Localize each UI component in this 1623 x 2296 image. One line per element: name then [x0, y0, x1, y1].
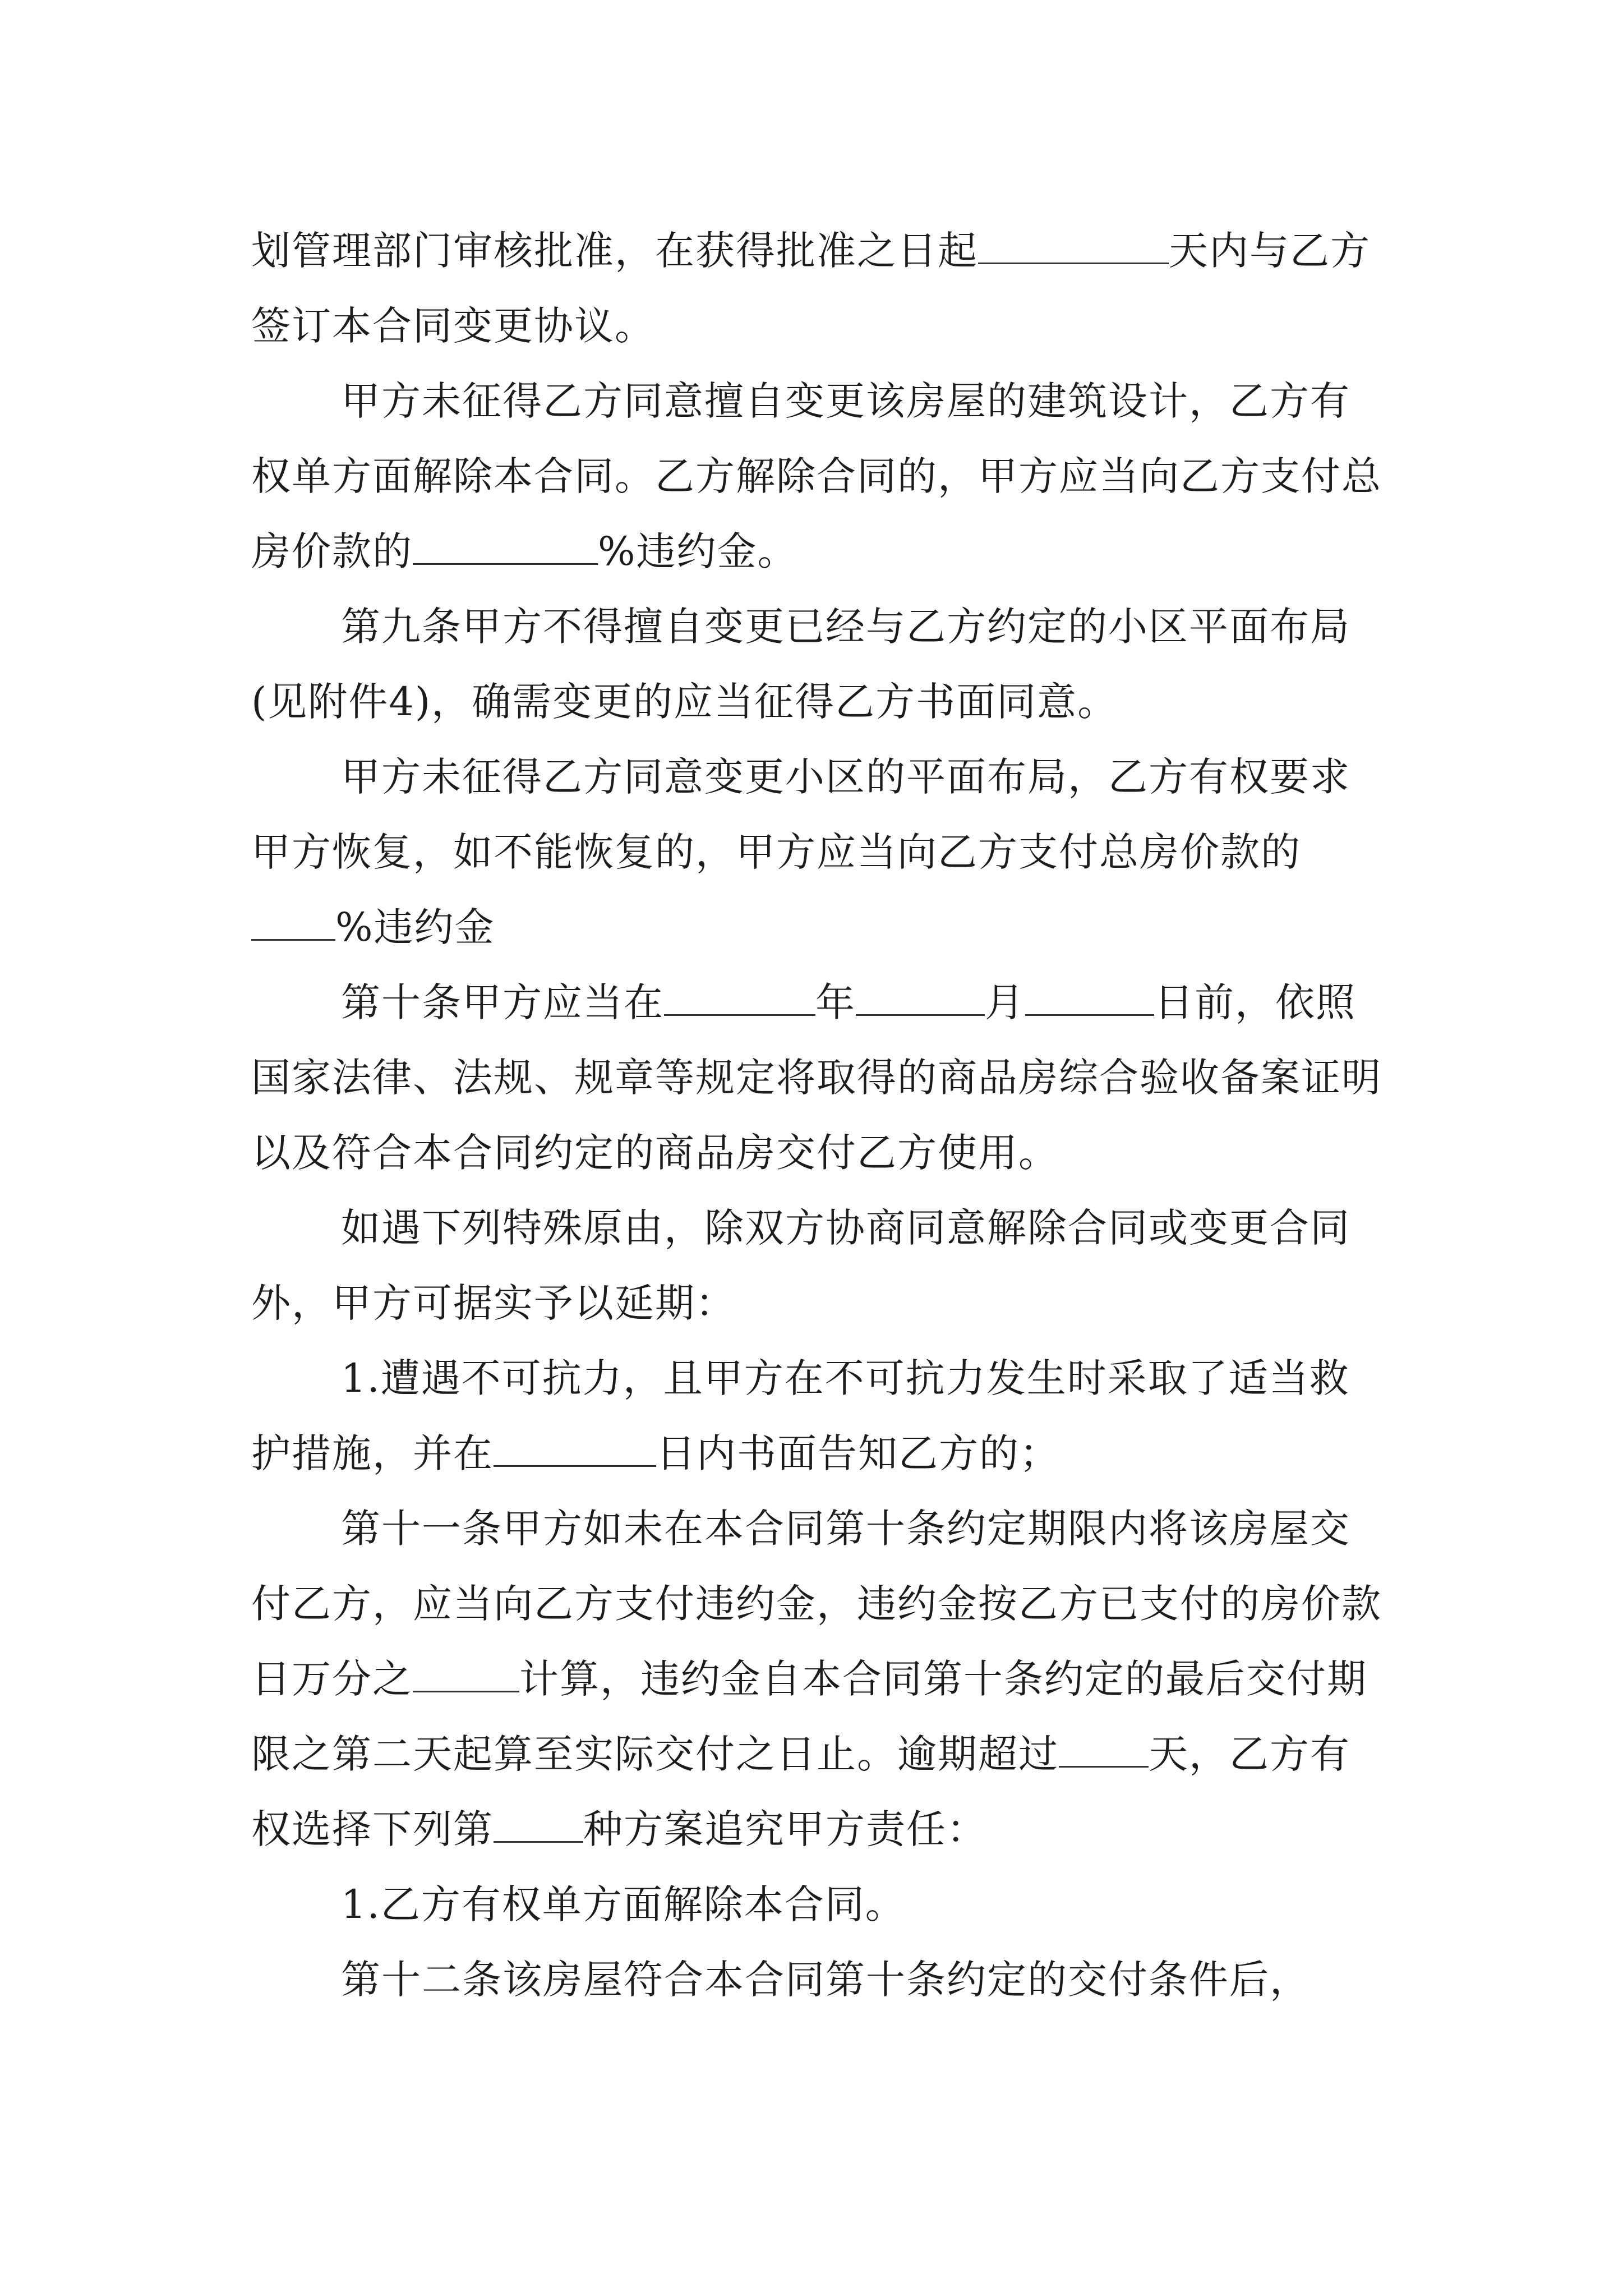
blank-layout-penalty-percent[interactable]	[251, 900, 335, 941]
paragraph-design-change	[251, 364, 1384, 589]
paragraph-article-11	[251, 1491, 1384, 1867]
blank-notice-days[interactable]	[494, 1426, 656, 1467]
text-segment: %违约金。	[598, 528, 798, 574]
text-segment: 划管理部门审核批准，在获得批准之日起	[251, 228, 978, 274]
paragraph-layout-change	[251, 739, 1384, 965]
text-segment: 天，乙方有权选择下列第	[251, 1731, 1350, 1852]
blank-option-number[interactable]	[494, 1802, 583, 1843]
paragraph-special-causes: 如遇下列特殊原由，除双方协商同意解除合同或变更合同外，甲方可据实予以延期：	[251, 1205, 1350, 1326]
paragraph-article-12: 第十二条该房屋符合本合同第十条约定的交付条件后，	[341, 1957, 1310, 2003]
text-segment: 月	[985, 979, 1025, 1025]
text-segment: 日内书面告知乙方的；	[656, 1430, 1060, 1476]
text-segment: 第十一条甲方如未在本合同第十条约定期限内将该房屋交付乙方，应当向乙方支付违约金，违约金按乙方已支付的房价款日万分之	[251, 1506, 1382, 1702]
text-segment: 种方案追究甲方责任：	[583, 1806, 987, 1852]
blank-penalty-percent[interactable]	[413, 524, 598, 565]
text-segment: 甲方未征得乙方同意擅自变更该房屋的建筑设计，乙方有权单方面解除本合同。乙方解除合同的，甲方应当向乙方支付总房价款的	[251, 378, 1382, 574]
paragraph-article-10	[251, 965, 1384, 1190]
text-segment: %违约金	[335, 904, 495, 950]
blank-year[interactable]	[664, 975, 815, 1016]
blank-daily-rate[interactable]	[413, 1651, 519, 1692]
blank-day[interactable]	[1025, 975, 1154, 1016]
contract-text	[251, 213, 1384, 2017]
text-segment: 天内与乙方签订本合同变更协议。	[251, 228, 1371, 349]
text-segment: 年	[815, 979, 856, 1025]
paragraph-force-majeure	[251, 1341, 1384, 1491]
text-segment: 1.遭遇不可抗力，且甲方在不可抗力发生时采取了适当救护措施，并在	[251, 1355, 1350, 1476]
blank-month[interactable]	[856, 975, 985, 1016]
text-segment: 第十条甲方应当在	[341, 979, 664, 1025]
text-segment: 甲方未征得乙方同意变更小区的平面布局，乙方有权要求甲方恢复，如不能恢复的，甲方应当向乙方支付总房价款的	[251, 754, 1350, 875]
blank-overdue-days[interactable]	[1059, 1727, 1149, 1768]
text-segment: 日前，依照国家法律、法规、规章等规定将取得的商品房综合验收备案证明以及符合本合同约定的商品房交付乙方使用。	[251, 979, 1382, 1176]
blank-days[interactable]	[978, 223, 1169, 264]
paragraph-article-9: 第九条甲方不得擅自变更已经与乙方约定的小区平面布局(见附件4)，确需变更的应当征得乙方书面同意。	[251, 604, 1350, 725]
paragraph-approval	[251, 213, 1384, 364]
text-segment: 计算，违约金自本合同第十条约定的最后交付期限之第二天起算至实际交付之日止。逾期超过	[251, 1656, 1367, 1777]
paragraph-option-1: 1.乙方有权单方面解除本合同。	[341, 1881, 906, 1927]
